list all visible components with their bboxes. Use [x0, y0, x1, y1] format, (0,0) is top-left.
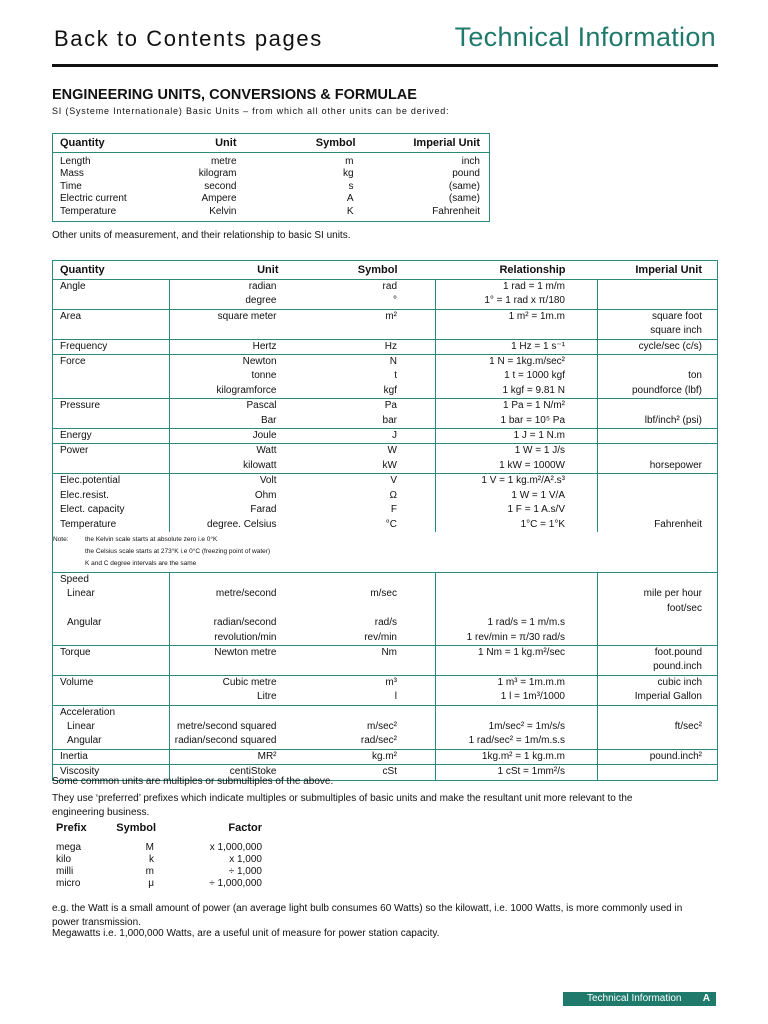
units-table-row	[53, 572, 718, 587]
units-cell-imperial	[598, 399, 718, 414]
si-cell-unit: second	[204, 180, 237, 192]
units-cell-relationship: 1 V = 1 kg.m²/A².s³	[436, 474, 598, 489]
units-cell-relationship: 1° = 1 rad x π/180	[436, 294, 598, 309]
units-cell-relationship: 1 Nm = 1 kg.m²/sec	[436, 645, 598, 660]
units-cell-symbol: t	[279, 369, 436, 383]
units-cell-relationship: 1 bar = 10⁵ Pa	[436, 414, 598, 429]
units-cell-quantity: Temperature	[53, 518, 170, 532]
si-cell-symbol: s	[348, 180, 354, 192]
units-cell-quantity: Frequency	[53, 339, 170, 354]
units-table-row	[53, 459, 718, 474]
units-cell-quantity: Viscosity	[53, 765, 170, 780]
note-text: the Kelvin scale starts at absolute zero i.e 0°K	[85, 535, 218, 543]
units-cell-symbol	[279, 324, 436, 339]
units-cell-imperial	[598, 474, 718, 489]
units-table-row	[53, 384, 718, 399]
units-table-row	[53, 602, 718, 616]
multiples-text-1: Some common units are multiples or submultiples of the above.	[52, 776, 334, 787]
prefix-cell-factor: ÷ 1,000,000	[209, 878, 262, 889]
units-cell-relationship: 1 Pa = 1 N/m²	[436, 399, 598, 414]
units-cell-symbol: rev/min	[279, 631, 436, 646]
note-line	[53, 546, 717, 558]
si-cell-imperial: (same)	[448, 193, 480, 205]
units-cell-symbol	[279, 572, 436, 587]
units-cell-imperial: mile per hour	[643, 588, 702, 600]
units-cell-unit	[170, 602, 279, 616]
other-units-intro: Other units of measurement, and their relationship to basic SI units.	[52, 230, 351, 241]
units-cell-relationship	[436, 660, 598, 675]
units-cell-unit	[170, 572, 279, 587]
example-text-1: e.g. the Watt is a small amount of power (an average light bulb consumes 60 Watts) so the kilowatt, i.e. 1000 Watts, is more commonly used in power transmission.	[52, 903, 683, 928]
units-table-row	[53, 705, 718, 720]
si-cell-unit: kilogram	[198, 168, 237, 180]
units-cell-unit: square meter	[170, 309, 279, 324]
units-cell-relationship: 1 m³ = 1m.m.m	[436, 675, 598, 690]
units-cell-quantity	[53, 602, 170, 616]
page-subtitle: SI (Systeme Internationale) Basic Units – from which all other units can be derived:	[52, 106, 450, 116]
back-to-contents-link[interactable]: Back to Contents pages	[54, 26, 323, 51]
prefix-cell-factor: ÷ 1,000	[228, 866, 262, 877]
units-table-row	[53, 474, 718, 489]
si-table-row	[53, 168, 490, 180]
si-cell-unit: Kelvin	[209, 205, 237, 217]
units-cell-symbol	[279, 602, 436, 616]
units-cell-quantity	[53, 294, 170, 309]
units-cell-unit: Farad	[250, 504, 277, 516]
units-table-row	[53, 429, 718, 444]
units-cell-relationship: 1 kgf = 9.81 N	[436, 384, 598, 399]
note-line	[53, 534, 717, 546]
si-table-row	[53, 193, 490, 205]
units-cell-imperial: cubic inch	[598, 675, 718, 690]
prefix-cell-symbol: M	[145, 842, 154, 853]
prefix-cell-factor: x 1,000	[229, 854, 262, 865]
units-table-row	[53, 444, 718, 459]
prefix-table-row	[52, 842, 262, 854]
units-table-row	[53, 324, 718, 339]
units-cell-unit: radian/second squared	[174, 735, 277, 747]
units-cell-unit: Volt	[170, 474, 279, 489]
units-cell-imperial: pound.inch²	[598, 749, 718, 764]
si-table-row	[53, 206, 490, 222]
units-table-row	[53, 616, 718, 630]
si-cell-quantity: Length	[60, 156, 91, 167]
units-cell-relationship	[436, 324, 598, 339]
units-cell-imperial: pound.inch	[653, 661, 702, 673]
units-cell-symbol: °	[279, 294, 436, 309]
units-cell-symbol	[279, 705, 436, 720]
units-cell-quantity: Torque	[53, 645, 170, 660]
units-table-row	[53, 587, 718, 601]
units-cell-unit: Bar	[260, 414, 277, 426]
section-title: Technical Information	[454, 22, 716, 52]
units-cell-unit: Hertz	[170, 339, 279, 354]
units-cell-quantity: Volume	[53, 675, 170, 690]
units-table-row	[53, 399, 718, 414]
units-cell-imperial	[598, 765, 718, 780]
units-table-row	[53, 339, 718, 354]
units-cell-relationship: 1m/sec² = 1m/s/s	[436, 720, 598, 734]
units-cell-relationship: 1 rad = 1 m/m	[436, 280, 598, 295]
prefix-cell-symbol: k	[149, 854, 154, 865]
units-cell-quantity: Elect. capacity	[53, 503, 170, 517]
units-cell-imperial	[598, 429, 718, 444]
units-cell-unit: radian/second	[213, 617, 277, 629]
units-cell-imperial	[598, 489, 718, 503]
prefix-table-row	[52, 854, 262, 866]
units-cell-unit: kilogramforce	[216, 384, 277, 396]
si-cell-quantity: Mass	[60, 168, 84, 180]
units-cell-quantity: Linear	[53, 720, 170, 734]
units-cell-symbol: F	[279, 503, 436, 517]
temperature-note	[53, 532, 718, 573]
note-line	[53, 558, 717, 570]
units-cell-imperial: square inch	[650, 325, 702, 337]
units-cell-symbol: kgf	[279, 384, 436, 399]
units-cell-quantity	[53, 324, 170, 339]
si-cell-imperial: inch	[461, 156, 480, 167]
units-cell-unit: centiStoke	[170, 765, 279, 780]
units-cell-quantity	[53, 459, 170, 474]
units-cell-relationship: 1 l = 1m³/1000	[436, 690, 598, 705]
si-cell-quantity: Time	[60, 180, 82, 192]
units-cell-unit: metre/second	[215, 588, 277, 600]
units-header-unit: Unit	[170, 261, 279, 280]
si-base-units-table	[52, 133, 490, 222]
units-cell-symbol: Hz	[279, 339, 436, 354]
units-cell-relationship: 1 Hz = 1 s⁻¹	[436, 339, 598, 354]
units-cell-imperial	[598, 280, 718, 295]
multiples-text-2: They use ‘preferred’ prefixes which indicate multiples or submultiples of basic units and make the resultant unit more relevant to the engineering business.	[52, 793, 633, 818]
si-cell-symbol: K	[346, 205, 354, 217]
units-cell-imperial	[598, 734, 718, 749]
units-cell-symbol: N	[279, 355, 436, 370]
units-cell-unit: Pascal	[170, 399, 279, 414]
si-table-row	[53, 153, 490, 169]
units-table-row	[53, 355, 718, 370]
si-table-row	[53, 181, 490, 193]
units-cell-unit	[170, 324, 279, 339]
example-text-2: Megawatts i.e. 1,000,000 Watts, are a useful unit of measure for power station capacity.	[52, 928, 440, 939]
units-cell-relationship: 1 J = 1 N.m	[436, 429, 598, 444]
note-label: Note:	[53, 535, 69, 543]
units-cell-quantity: Linear	[53, 587, 170, 601]
units-cell-quantity: Energy	[53, 429, 170, 444]
units-cell-unit: MR²	[170, 749, 279, 764]
units-cell-imperial: horsepower	[649, 459, 702, 471]
prefix-cell-prefix: milli	[56, 866, 74, 877]
units-cell-symbol: kg.m²	[279, 749, 436, 764]
si-header-quantity: Quantity	[53, 134, 173, 153]
units-cell-unit: degree	[245, 295, 277, 307]
units-cell-imperial: square foot	[598, 309, 718, 324]
units-cell-quantity: Force	[53, 355, 170, 370]
units-cell-quantity	[53, 384, 170, 399]
units-cell-symbol: m/sec²	[279, 720, 436, 734]
units-table-row	[53, 503, 718, 517]
prefix-table-row	[52, 878, 262, 890]
units-cell-imperial: ft/sec²	[674, 720, 702, 732]
units-cell-unit: revolution/min	[214, 631, 277, 643]
prefix-header-symbol: Symbol	[116, 822, 156, 834]
units-table-row	[53, 309, 718, 324]
units-cell-symbol: W	[279, 444, 436, 459]
units-cell-quantity: Speed	[53, 572, 170, 587]
si-cell-imperial: pound	[452, 168, 480, 180]
units-cell-imperial: foot/sec	[666, 602, 702, 614]
si-cell-unit: Ampere	[201, 193, 237, 205]
units-cell-relationship	[436, 705, 598, 720]
units-cell-quantity: Power	[53, 444, 170, 459]
units-table-row	[53, 631, 718, 646]
units-cell-symbol: Nm	[279, 645, 436, 660]
si-table-header	[53, 134, 490, 153]
prefix-header-factor: Factor	[228, 822, 262, 834]
derived-units-table	[52, 260, 718, 781]
units-table-row	[53, 690, 718, 705]
units-cell-relationship	[436, 587, 598, 601]
units-cell-relationship: 1 rad/s = 1 m/m.s	[436, 616, 598, 630]
units-cell-relationship: 1 N = 1kg.m/sec²	[436, 355, 598, 370]
si-header-imperial: Imperial Unit	[356, 134, 490, 153]
units-cell-relationship: 1 rad/sec² = 1m/m.s.s	[436, 734, 598, 749]
units-cell-unit: Joule	[170, 429, 279, 444]
page-title: ENGINEERING UNITS, CONVERSIONS & FORMULAE	[52, 87, 417, 103]
units-cell-unit	[170, 660, 279, 675]
prefix-cell-prefix: mega	[56, 842, 82, 853]
si-cell-unit: metre	[210, 156, 237, 167]
units-cell-relationship	[436, 602, 598, 616]
units-cell-imperial	[598, 294, 718, 309]
units-cell-quantity	[53, 414, 170, 429]
si-header-unit: Unit	[173, 134, 237, 153]
units-cell-unit: kilowatt	[243, 459, 277, 471]
units-cell-imperial	[598, 444, 718, 459]
units-cell-imperial	[598, 705, 718, 720]
si-cell-imperial: (same)	[448, 180, 480, 192]
units-cell-symbol: m²	[279, 309, 436, 324]
units-table-row	[53, 645, 718, 660]
units-table-row	[53, 414, 718, 429]
units-cell-unit: Watt	[170, 444, 279, 459]
units-cell-symbol: m³	[279, 675, 436, 690]
si-cell-symbol: A	[346, 193, 354, 205]
units-cell-quantity	[53, 690, 170, 705]
units-cell-quantity: Angle	[53, 280, 170, 295]
units-cell-relationship: 1 W = 1 V/A	[436, 489, 598, 503]
units-cell-relationship: 1 W = 1 J/s	[436, 444, 598, 459]
units-cell-quantity: Angular	[53, 734, 170, 749]
units-cell-imperial	[598, 616, 718, 630]
units-table-header	[53, 261, 718, 280]
units-cell-unit: Cubic metre	[170, 675, 279, 690]
units-table-row	[53, 749, 718, 764]
units-cell-quantity: Elec.resist.	[53, 489, 170, 503]
units-cell-quantity: Pressure	[53, 399, 170, 414]
units-cell-symbol: rad/sec²	[279, 734, 436, 749]
units-cell-imperial: ton	[688, 370, 702, 382]
prefix-table-row	[52, 866, 262, 878]
units-cell-imperial	[598, 355, 718, 370]
units-cell-symbol: Ω	[279, 489, 436, 503]
prefix-cell-factor: x 1,000,000	[209, 842, 262, 853]
prefix-cell-symbol: μ	[148, 878, 154, 889]
units-header-quantity: Quantity	[53, 261, 170, 280]
footer-page-letter: A	[702, 993, 710, 1004]
units-cell-quantity: Acceleration	[53, 705, 170, 720]
units-cell-symbol: bar	[279, 414, 436, 429]
units-table-row	[53, 489, 718, 503]
units-cell-relationship	[436, 572, 598, 587]
units-cell-unit: Newton	[170, 355, 279, 370]
prefix-cell-symbol: m	[145, 866, 154, 877]
units-cell-relationship: 1 kW = 1000W	[436, 459, 598, 474]
units-cell-imperial	[598, 503, 718, 517]
units-cell-unit: Ohm	[254, 489, 277, 501]
units-cell-symbol: °C	[279, 518, 436, 532]
units-cell-relationship: 1 F = 1 A.s/V	[436, 503, 598, 517]
units-cell-unit: metre/second squared	[176, 720, 277, 732]
prefix-cell-prefix: micro	[56, 878, 81, 889]
si-cell-imperial: Fahrenheit	[432, 205, 480, 217]
units-header-relationship: Relationship	[436, 261, 598, 280]
si-cell-symbol: m	[345, 156, 354, 167]
units-table-row	[53, 660, 718, 675]
units-cell-quantity: Inertia	[53, 749, 170, 764]
units-cell-relationship: 1 t = 1000 kgf	[436, 369, 598, 383]
units-cell-symbol	[279, 660, 436, 675]
units-cell-symbol: kW	[279, 459, 436, 474]
units-cell-unit: degree. Celsius	[207, 518, 277, 530]
units-cell-imperial: lbf/inch² (psi)	[644, 414, 702, 426]
units-cell-quantity: Elec.potential	[53, 474, 170, 489]
units-header-imperial: Imperial Unit	[598, 261, 718, 280]
units-cell-imperial	[598, 572, 718, 587]
units-table-row	[53, 720, 718, 734]
units-table-row	[53, 369, 718, 383]
si-header-symbol: Symbol	[237, 134, 356, 153]
units-cell-quantity: Angular	[53, 616, 170, 630]
units-cell-relationship: 1°C = 1°K	[436, 518, 598, 532]
units-cell-quantity	[53, 660, 170, 675]
units-cell-quantity	[53, 631, 170, 646]
prefix-table-header	[52, 822, 262, 842]
header-divider	[52, 64, 718, 67]
note-text: K and C degree intervals are the same	[85, 559, 197, 567]
units-cell-unit: radian	[170, 280, 279, 295]
units-cell-symbol: rad	[279, 280, 436, 295]
units-header-symbol: Symbol	[279, 261, 436, 280]
footer-label: Technical Information	[587, 993, 682, 1004]
units-cell-imperial: foot.pound	[598, 645, 718, 660]
note-cell	[53, 532, 718, 573]
units-cell-relationship: 1 m² = 1m.m	[436, 309, 598, 324]
si-cell-symbol: kg	[342, 168, 354, 180]
prefix-table	[52, 822, 262, 890]
note-text: the Celsius scale starts at 273°K i.e 0°C (freezing point of water)	[85, 547, 271, 555]
units-table-row	[53, 675, 718, 690]
units-cell-symbol: rad/s	[279, 616, 436, 630]
units-cell-imperial: Fahrenheit	[654, 518, 702, 530]
units-cell-imperial	[598, 631, 718, 646]
units-cell-symbol: cSt	[279, 765, 436, 780]
units-cell-symbol: l	[279, 690, 436, 705]
units-cell-unit: Litre	[257, 691, 277, 703]
units-cell-symbol: V	[279, 474, 436, 489]
units-cell-quantity: Area	[53, 309, 170, 324]
units-cell-relationship: 1 rev/min = π/30 rad/s	[436, 631, 598, 646]
units-cell-relationship: 1 cSt = 1mm²/s	[436, 765, 598, 780]
units-cell-symbol: Pa	[279, 399, 436, 414]
si-cell-quantity: Temperature	[60, 205, 117, 217]
units-cell-symbol: m/sec	[279, 587, 436, 601]
units-cell-unit	[170, 705, 279, 720]
units-cell-unit: tonne	[251, 370, 277, 382]
si-cell-quantity: Electric current	[60, 193, 127, 205]
units-cell-symbol: J	[279, 429, 436, 444]
units-table-row	[53, 294, 718, 309]
prefix-header-prefix: Prefix	[56, 822, 87, 834]
units-table-row	[53, 734, 718, 749]
units-cell-unit: Newton metre	[170, 645, 279, 660]
units-cell-imperial: Imperial Gallon	[634, 691, 702, 703]
prefix-cell-prefix: kilo	[56, 854, 72, 865]
units-table-row	[53, 518, 718, 532]
units-table-row	[53, 280, 718, 295]
units-cell-relationship: 1kg.m² = 1 kg.m.m	[436, 749, 598, 764]
units-cell-quantity	[53, 369, 170, 383]
units-cell-imperial: cycle/sec (c/s)	[598, 339, 718, 354]
footer-badge	[563, 992, 716, 1006]
units-cell-imperial: poundforce (lbf)	[631, 384, 702, 396]
